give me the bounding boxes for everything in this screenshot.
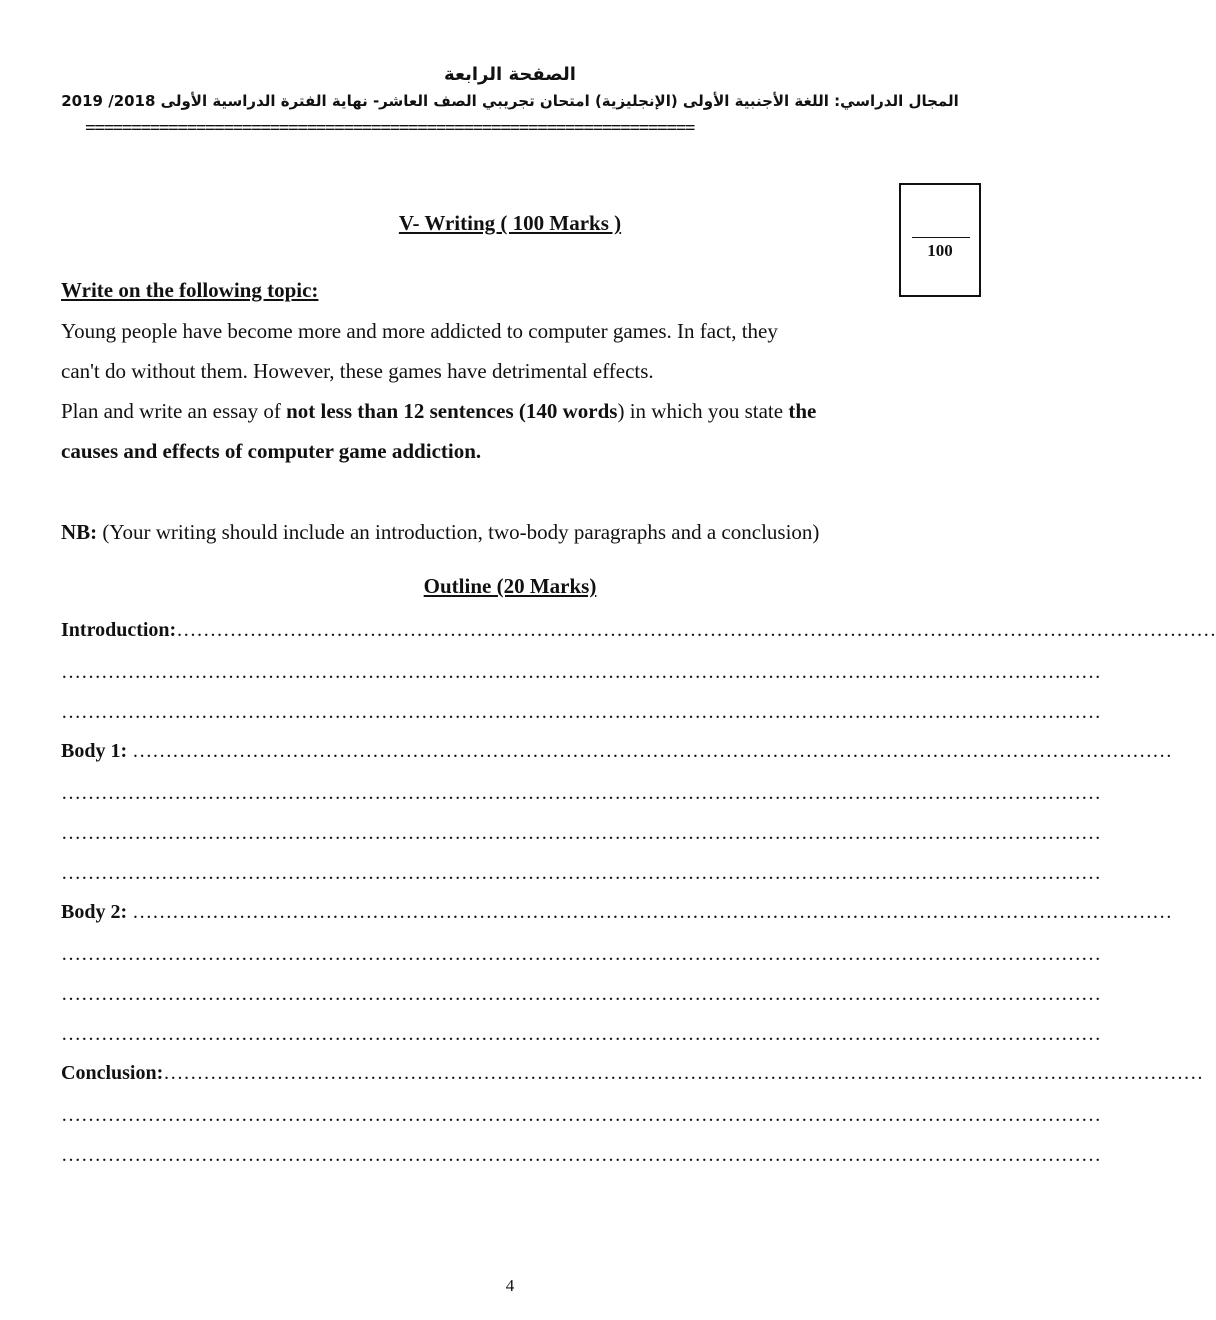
- introduction-label: Introduction:: [61, 619, 177, 641]
- writing-line[interactable]: …………………………………………………………………………………………………………………………………………: [61, 661, 1101, 683]
- writing-line[interactable]: …………………………………………………………………………………………………………………………………………: [61, 822, 1101, 844]
- dots: …………………………………………………………………………………………………………………………………………: [132, 901, 1173, 923]
- page-footer-number: 4: [505, 1276, 515, 1295]
- writing-line[interactable]: …………………………………………………………………………………………………………………………………………: [61, 701, 1101, 723]
- subject-header-arabic: المجال الدراسي: اللغة الأجنبية الأولى (الإنجليزية) امتحان تجريبي الصف العاشر- نهاية الفترة الدراسية الأولى 2018/ 2019: [61, 92, 959, 110]
- page-number-arabic: الصفحة الرابعة: [444, 64, 576, 85]
- dots: …………………………………………………………………………………………………………………………………………: [132, 740, 1173, 762]
- body2-label: Body 2:: [61, 901, 128, 923]
- prompt-line-1: Young people have become more and more addicted to computer games. In fact, they: [61, 319, 778, 343]
- body2-line[interactable]: [61, 901, 1173, 924]
- outline-title: Outline (20 Marks): [423, 574, 597, 598]
- writing-line[interactable]: …………………………………………………………………………………………………………………………………………: [61, 782, 1101, 804]
- introduction-line[interactable]: [61, 619, 1216, 642]
- conclusion-label: Conclusion:: [61, 1062, 164, 1084]
- header-separator: ==================================================================: [85, 118, 694, 139]
- task-line-2: causes and effects of computer game addiction.: [61, 439, 482, 463]
- body1-label: Body 1:: [61, 740, 128, 762]
- body1-line[interactable]: [61, 740, 1173, 763]
- dots: …………………………………………………………………………………………………………………………………………: [163, 1062, 1204, 1084]
- writing-line[interactable]: …………………………………………………………………………………………………………………………………………: [61, 862, 1101, 884]
- writing-line[interactable]: …………………………………………………………………………………………………………………………………………: [61, 1104, 1101, 1126]
- section-title: V- Writing ( 100 Marks ): [398, 211, 622, 235]
- mark-line: [912, 237, 970, 238]
- mark-total: 100: [927, 241, 953, 260]
- nb-text: (Your writing should include an introduction, two-body paragraphs and a conclusion): [97, 520, 820, 544]
- writing-line[interactable]: …………………………………………………………………………………………………………………………………………: [61, 983, 1101, 1005]
- task-the: the: [788, 399, 817, 423]
- instruction: Write on the following topic:: [61, 278, 319, 302]
- nb-label: NB:: [61, 520, 98, 544]
- prompt-line-2: can't do without them. However, these games have detrimental effects.: [61, 359, 654, 383]
- task-text-2: ) in which you state: [617, 399, 789, 423]
- task-text-1: Plan and write an essay of: [61, 399, 287, 423]
- writing-line[interactable]: …………………………………………………………………………………………………………………………………………: [61, 943, 1101, 965]
- conclusion-line[interactable]: [61, 1062, 1204, 1085]
- dots: …………………………………………………………………………………………………………………………………………: [176, 619, 1216, 641]
- writing-line[interactable]: …………………………………………………………………………………………………………………………………………: [61, 1023, 1101, 1045]
- task-requirement: not less than 12 sentences (140 words: [286, 399, 618, 423]
- mark-box: [899, 183, 981, 297]
- writing-line[interactable]: …………………………………………………………………………………………………………………………………………: [61, 1144, 1101, 1166]
- task-line-1: [61, 391, 816, 431]
- nb-note: [61, 512, 819, 552]
